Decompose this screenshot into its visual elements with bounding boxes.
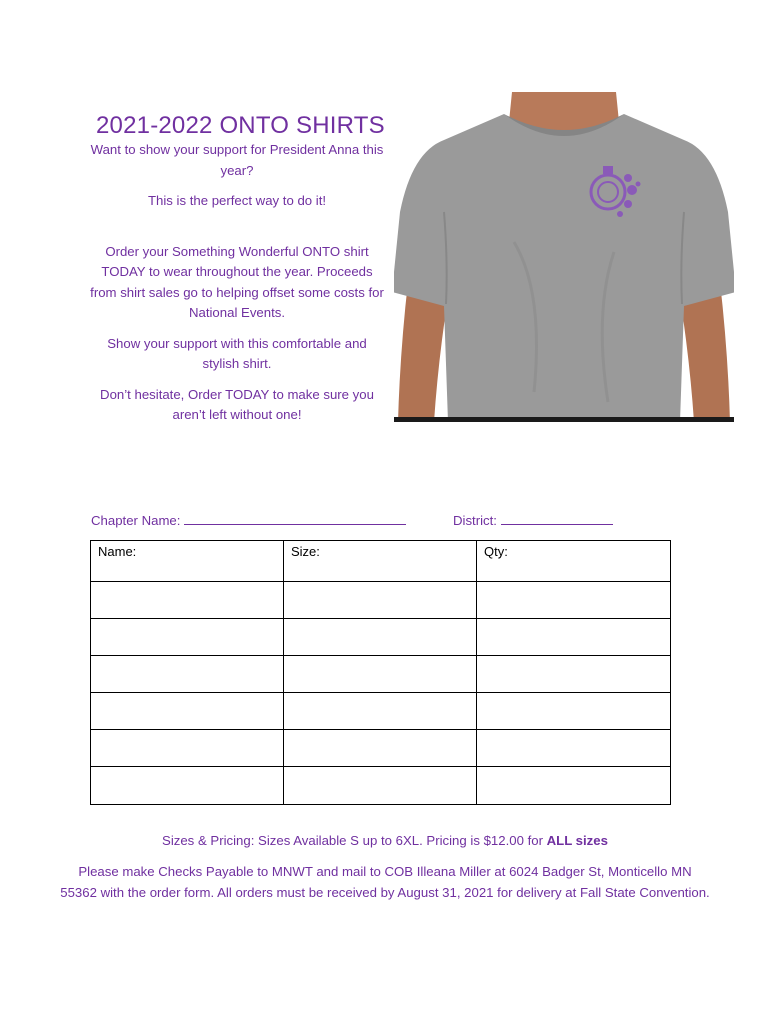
chapter-name-label: Chapter Name: — [91, 513, 181, 528]
chapter-name-field[interactable] — [91, 510, 406, 528]
qty-cell[interactable] — [477, 767, 671, 805]
qty-cell[interactable] — [477, 582, 671, 619]
name-cell[interactable] — [91, 693, 284, 730]
pricing-text: Sizes & Pricing: Sizes Available S up to 6XL. Pricing is $12.00 for — [162, 833, 547, 848]
pricing-all-sizes: ALL sizes — [546, 833, 608, 848]
district-label: District: — [453, 513, 497, 528]
name-cell[interactable] — [91, 619, 284, 656]
size-cell[interactable] — [284, 730, 477, 767]
size-cell[interactable] — [284, 693, 477, 730]
table-row — [91, 693, 671, 730]
table-row — [91, 656, 671, 693]
chapter-name-blank[interactable] — [184, 510, 406, 525]
table-row — [91, 730, 671, 767]
page-title: 2021-2022 ONTO SHIRTS — [96, 112, 385, 140]
intro-support: Show your support with this comfortable and stylish shirt. — [107, 335, 367, 371]
header-qty: Qty: — [477, 541, 671, 582]
qty-cell[interactable] — [477, 730, 671, 767]
district-blank[interactable] — [501, 510, 613, 525]
pricing-info — [60, 830, 710, 851]
intro-question: Want to show your support for President Anna this year? — [90, 142, 384, 178]
table-row — [91, 619, 671, 656]
tshirt-illustration — [394, 92, 734, 422]
payment-info: Please make Checks Payable to MNWT and mail to COB Illeana Miller at 6024 Badger St, Monticello MN 55362 with the order form. All orders must be received by August 31, 2021 for delivery at Fall State Convention. — [60, 864, 710, 900]
size-cell[interactable] — [284, 656, 477, 693]
footer-text — [60, 830, 710, 913]
shirt-body — [394, 114, 734, 422]
qty-cell[interactable] — [477, 619, 671, 656]
photo-bottom-edge — [394, 417, 734, 422]
header-name: Name: — [91, 541, 284, 582]
table-header-row — [91, 541, 671, 582]
table-row — [91, 582, 671, 619]
qty-cell[interactable] — [477, 693, 671, 730]
qty-cell[interactable] — [477, 656, 671, 693]
tshirt-photo — [394, 92, 734, 422]
intro-tagline: This is the perfect way to do it! — [147, 193, 327, 208]
district-field[interactable] — [453, 510, 613, 528]
intro-call-to-action: Don’t hesitate, Order TODAY to make sure you aren’t left without one! — [100, 386, 374, 422]
table-row — [91, 767, 671, 805]
size-cell[interactable] — [284, 767, 477, 805]
order-table — [90, 540, 671, 805]
name-cell[interactable] — [91, 582, 284, 619]
intro-order-pitch: Order your Something Wonderful ONTO shirt TODAY to wear throughout the year. Proceeds from shirt sales go to helping offset some costs for National Events. — [90, 243, 384, 320]
name-cell[interactable] — [91, 656, 284, 693]
size-cell[interactable] — [284, 619, 477, 656]
name-cell[interactable] — [91, 730, 284, 767]
name-cell[interactable] — [91, 767, 284, 805]
intro-text — [88, 140, 386, 436]
header-size: Size: — [284, 541, 477, 582]
size-cell[interactable] — [284, 582, 477, 619]
